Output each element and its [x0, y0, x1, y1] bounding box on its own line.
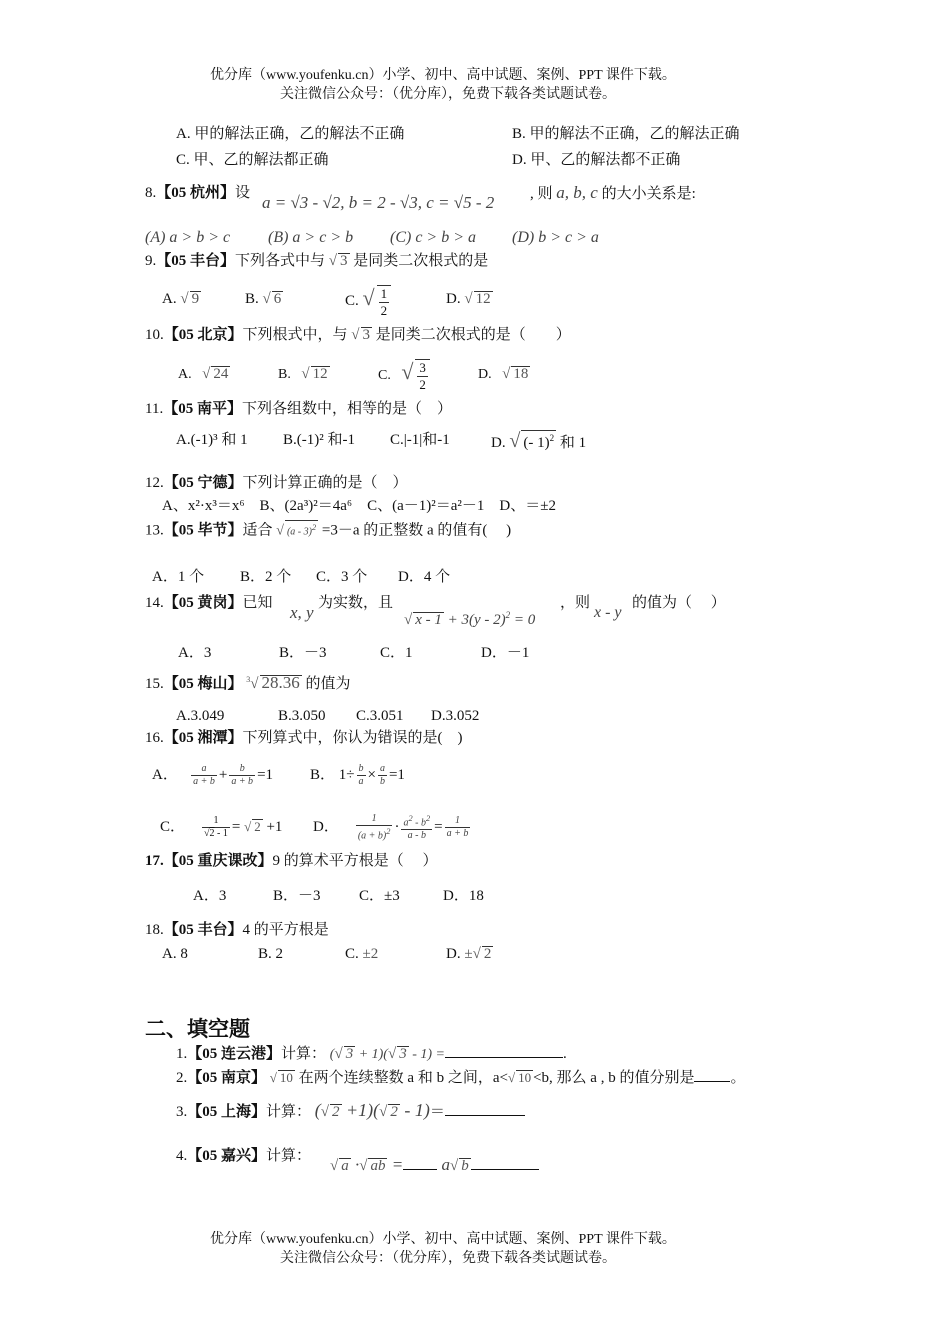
- question-13: 13.【05 毕节】适合 √ (a - 3)$^2$ =3－a 的正整数 a 的值有( ): [145, 520, 511, 541]
- sqrt-symbol: √ 3: [351, 327, 371, 343]
- q18-option-b: B. 2: [258, 946, 284, 962]
- q11-option-c: C.|-1|和-1: [390, 432, 450, 448]
- q14-x-minus-y: x - y: [594, 604, 622, 621]
- q18-tag: 【05 丰台】: [163, 922, 243, 938]
- q8-option-c: (C) c > b > a: [390, 229, 477, 246]
- footer-line-1: 优分库（www.youfenku.cn）小学、初中、高中试题、案例、PPT 课件下载。: [210, 1232, 676, 1247]
- q14-equation: √ x - 1 + 3(y - 2)$^2$ = 0: [404, 610, 536, 628]
- q14-mid2: ，则: [560, 595, 591, 611]
- q10-pre: 下列根式中，与: [242, 327, 348, 343]
- q10-option-c: C. √ $\frac{3}{2}$: [378, 350, 432, 398]
- q7-option-b: B. 甲的解法不正确，乙的解法正确: [512, 126, 740, 142]
- q10-post: 是同类二次根式的是（ ）: [375, 327, 571, 343]
- q8-expression: a = √3 - √2, b = 2 - √3, c = √5 - 2: [262, 193, 495, 212]
- fill-question-3: 3.【05 上海】计算： (√ 2 +1)(√ 2 - 1)＝: [176, 1100, 525, 1122]
- q14-post: 的值为（ ）: [632, 595, 726, 611]
- q17-tag: 【05 重庆课改】: [163, 853, 273, 869]
- q17-option-a: A．3: [193, 888, 227, 904]
- header-line-2: 关注微信公众号：（优分库），免费下载各类试题试卷。: [280, 87, 616, 102]
- q8-pre: 设: [235, 185, 251, 201]
- question-17: 17.【05 重庆课改】9 的算术平方根是（ ）: [145, 853, 438, 869]
- fill-4-tag: 【05 嘉兴】: [187, 1148, 267, 1164]
- fill-2-tag: 【05 南京】: [187, 1070, 267, 1086]
- q11-option-a: A.(-1)³ 和 1: [176, 432, 248, 448]
- q7-option-d: D. 甲、乙的解法都不正确: [512, 152, 681, 168]
- q14-option-c: C．1: [380, 645, 413, 661]
- question-18: 18.【05 丰台】4 的平方根是: [145, 922, 329, 938]
- q15-tag: 【05 梅山】: [163, 676, 243, 692]
- fill-question-4: 4.【05 嘉兴】计算：: [176, 1148, 312, 1164]
- q14-option-a: A．3: [178, 645, 212, 661]
- q9-pre: 下列各式中与: [235, 253, 326, 269]
- q16-option-a: A． $\frac{a}{a + b}$ + $\frac{b}{a + b}$ =1: [152, 763, 274, 788]
- q14-vars: x, y: [290, 603, 314, 622]
- q9-post: 是同类二次根式的是: [353, 253, 489, 269]
- q13-option-b: B．2 个: [240, 569, 292, 585]
- answer-blank[interactable]: [445, 1101, 525, 1116]
- answer-blank[interactable]: [694, 1067, 730, 1082]
- q14-option-d: D．－1: [481, 645, 530, 661]
- q9-number: 9.: [145, 253, 157, 269]
- q11-option-b: B.(-1)² 和-1: [283, 432, 355, 448]
- q8-post: 的大小关系是:: [601, 186, 696, 202]
- q13-option-a: A．1 个: [152, 569, 205, 585]
- q10-option-d: D. √ 18: [478, 366, 529, 382]
- q11-tag: 【05 南平】: [163, 401, 242, 417]
- q14-option-b: B．－3: [279, 645, 327, 661]
- q7-option-a: A. 甲的解法正确，乙的解法不正确: [176, 126, 405, 142]
- q16-option-d: D． $\frac{1}{(a + b)^2}$ · $\frac{a^2 - b^2}{a - b}$ = $\frac{1}{a + b}$: [313, 812, 469, 842]
- q9-option-c: C. √ $\frac{1}{2}$: [345, 276, 393, 323]
- q8-tag: 【05 杭州】: [156, 185, 236, 201]
- q9-tag: 【05 丰台】: [156, 253, 236, 269]
- q16-option-b: B． 1÷ $\frac{b}{a}$ × $\frac{a}{b}$ =1: [310, 763, 405, 788]
- q12-tag: 【05 宁德】: [163, 475, 243, 491]
- q9-option-a: A. √ 9: [162, 291, 200, 307]
- question-12: 12.【05 宁德】下列计算正确的是（ ）: [145, 475, 408, 491]
- question-8: [145, 183, 250, 203]
- question-9: [145, 251, 488, 271]
- q9-option-b: B. √ 6: [245, 291, 282, 307]
- q17-option-d: D．18: [443, 888, 484, 904]
- q10-number: 10.: [145, 327, 164, 343]
- question-16: 16.【05 湘潭】下列算式中，你认为错误的是( ): [145, 730, 463, 746]
- q15-option-c: C.3.051: [356, 708, 404, 724]
- q8-mid: [530, 183, 696, 204]
- fill-1-tag: 【05 连云港】: [187, 1046, 282, 1062]
- q11-option-d: D. √ (- 1)$^2$ 和 1: [491, 430, 587, 452]
- answer-blank[interactable]: [445, 1043, 563, 1058]
- q10-tag: 【05 北京】: [163, 327, 243, 343]
- q16-tag: 【05 湘潭】: [163, 730, 243, 746]
- question-14: 14.【05 黄岗】已知: [145, 595, 273, 611]
- q14-tag: 【05 黄岗】: [163, 595, 243, 611]
- q9-option-d: D. √ 12: [446, 291, 491, 307]
- question-15: 15.【05 梅山】 $^3$√ 28.36 的值为: [145, 673, 351, 692]
- q7-option-c: C. 甲、乙的解法都正确: [176, 152, 329, 168]
- q17-option-c: C．±3: [359, 888, 400, 904]
- q13-option-d: D．4 个: [398, 569, 451, 585]
- q8-number: 8.: [145, 185, 157, 201]
- q18-option-c: C. ±2: [345, 946, 379, 962]
- q8-mid-text: , 则: [530, 186, 553, 202]
- q16-option-c: C． $\frac{1}{√2 - 1}$ = √ 2 +1: [160, 815, 283, 840]
- q15-option-a: A.3.049: [176, 708, 225, 724]
- question-11: 11.【05 南平】下列各组数中，相等的是（ ）: [145, 401, 452, 417]
- q8-option-a: (A) a > b > c: [145, 229, 231, 246]
- q8-vars: a, b, c: [556, 183, 598, 202]
- q18-option-d: D. ±√ 2: [446, 946, 492, 962]
- q15-option-d: D.3.052: [431, 708, 480, 724]
- q8-option-b: (B) a > c > b: [268, 229, 354, 246]
- q15-option-b: B.3.050: [278, 708, 326, 724]
- q13-tag: 【05 毕节】: [163, 522, 243, 539]
- q8-option-d: (D) b > c > a: [512, 229, 599, 246]
- answer-blank[interactable]: [471, 1155, 539, 1170]
- q17-option-b: B．－3: [273, 888, 321, 904]
- q10-option-a: A. √ 24: [178, 366, 229, 382]
- q14-mid: 为实数，且: [318, 595, 394, 611]
- header-line-1: 优分库（www.youfenku.cn）小学、初中、高中试题、案例、PPT 课件下载。: [210, 68, 676, 83]
- fill-question-2: 2.【05 南京】 √ 10 在两个连续整数 a 和 b 之间，a<√ 10 <b, 那么 a , b 的值分别是 。: [176, 1067, 745, 1088]
- fill-3-tag: 【05 上海】: [187, 1104, 267, 1120]
- q10-option-b: B. √ 12: [278, 366, 328, 382]
- section-title: 二、填空题: [145, 1017, 250, 1041]
- sqrt-symbol: √ 3: [328, 253, 348, 269]
- footer-line-2: 关注微信公众号：（优分库），免费下载各类试题试卷。: [280, 1251, 616, 1266]
- q18-option-a: A. 8: [162, 946, 188, 962]
- fill-4-expression: √ a ·√ ab = a√ b: [330, 1155, 539, 1176]
- q12-options: A、x²·x³＝x⁶ B、(2a³)²＝4a⁶ C、(a－1)²＝a²－1 D、＝±2: [162, 498, 556, 514]
- fill-question-1: 1.【05 连云港】计算： (√ 3 + 1)(√ 3 - 1) = .: [176, 1043, 567, 1065]
- question-10: [145, 325, 571, 345]
- q13-option-c: C．3 个: [316, 569, 368, 585]
